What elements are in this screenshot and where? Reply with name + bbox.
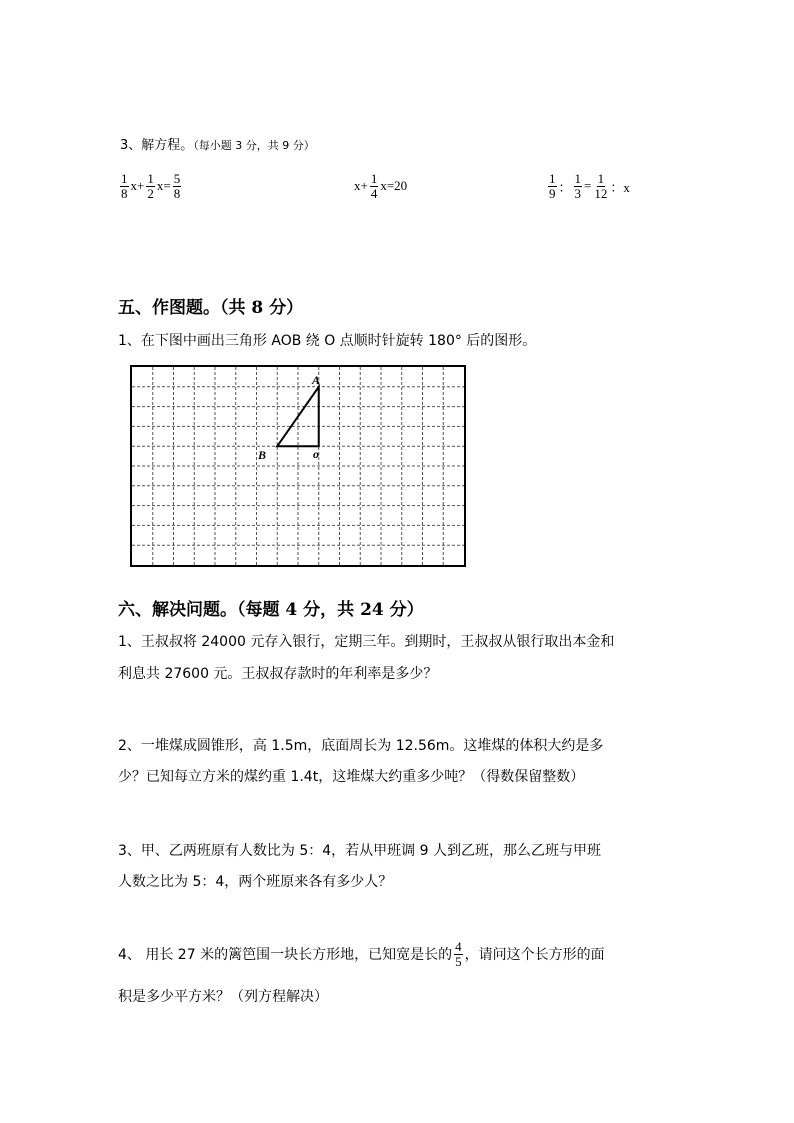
- fraction: $\frac{1}{12}$: [594, 171, 608, 201]
- section-title-problems: 六、解决问题。（每题 4 分，共 24 分）: [118, 600, 424, 620]
- problem-1-line-1: 1、王叔叔将 24000 元存入银行，定期三年。到期时，王叔叔从银行取出本金和: [118, 634, 615, 650]
- problem-3-line-1: 3、甲、乙两班原有人数比为 5：4，若从甲班调 9 人到乙班，那么乙班与甲班: [118, 843, 601, 859]
- equation-1: $\frac{1}{8}$ x+ $\frac{1}{2}$ x= $\frac{5}{8}$: [121, 171, 181, 201]
- fraction: $\frac{1}{4}$: [370, 171, 378, 201]
- equation-2: x+ $\frac{1}{4}$ x=20: [354, 171, 408, 201]
- problem-4-line-1: 4、 用长 27 米的篱笆围一块长方形地，已知宽是长的 $\frac{4}{5}$ ，请问这个长方形的面: [118, 939, 605, 969]
- fraction: $\frac{1}{3}$: [574, 171, 582, 201]
- grid-svg: [132, 367, 464, 565]
- question-note: （每小题 3 分，共 9 分）: [193, 139, 315, 152]
- problem-1-line-2: 利息共 27600 元。王叔叔存款时的年利率是多少？: [118, 666, 438, 682]
- problem-2-line-1: 2、一堆煤成圆锥形，高 1.5m，底面周长为 12.56m。这堆煤的体积大约是多: [118, 738, 604, 754]
- fraction: $\frac{1}{9}$: [549, 171, 556, 201]
- fraction: $\frac{1}{8}$: [121, 171, 128, 201]
- point-o-label: o: [313, 447, 319, 461]
- question-title: 3、解方程。: [120, 138, 194, 153]
- fraction: $\frac{1}{2}$: [147, 171, 154, 201]
- point-b-label: B: [258, 448, 267, 462]
- point-a-label: A: [312, 373, 321, 387]
- problem-2-line-2: 少？已知每立方米的煤约重 1.4t，这堆煤大约重多少吨？（得数保留整数）: [118, 769, 585, 785]
- fraction: $\frac{5}{8}$: [173, 171, 181, 201]
- question-heading: [120, 134, 315, 153]
- drawing-question-1: 1、在下图中画出三角形 AOB 绕 O 点顺时针旋转 180° 后的图形。: [118, 333, 537, 349]
- section-title-drawing: 五、作图题。（共 8 分）: [118, 298, 304, 318]
- grid-lines: [132, 367, 464, 565]
- problem-4-line-2: 积是多少平方米？（列方程解决）: [118, 989, 328, 1005]
- grid-diagram: [130, 365, 466, 567]
- fraction: $\frac{4}{5}$: [455, 939, 462, 969]
- equation-3: $\frac{1}{9}$ ： $\frac{1}{3}$ = $\frac{1}{12}$ ：x: [549, 171, 630, 201]
- problem-3-line-2: 人数之比为 5：4，两个班原来各有多少人？: [118, 874, 393, 890]
